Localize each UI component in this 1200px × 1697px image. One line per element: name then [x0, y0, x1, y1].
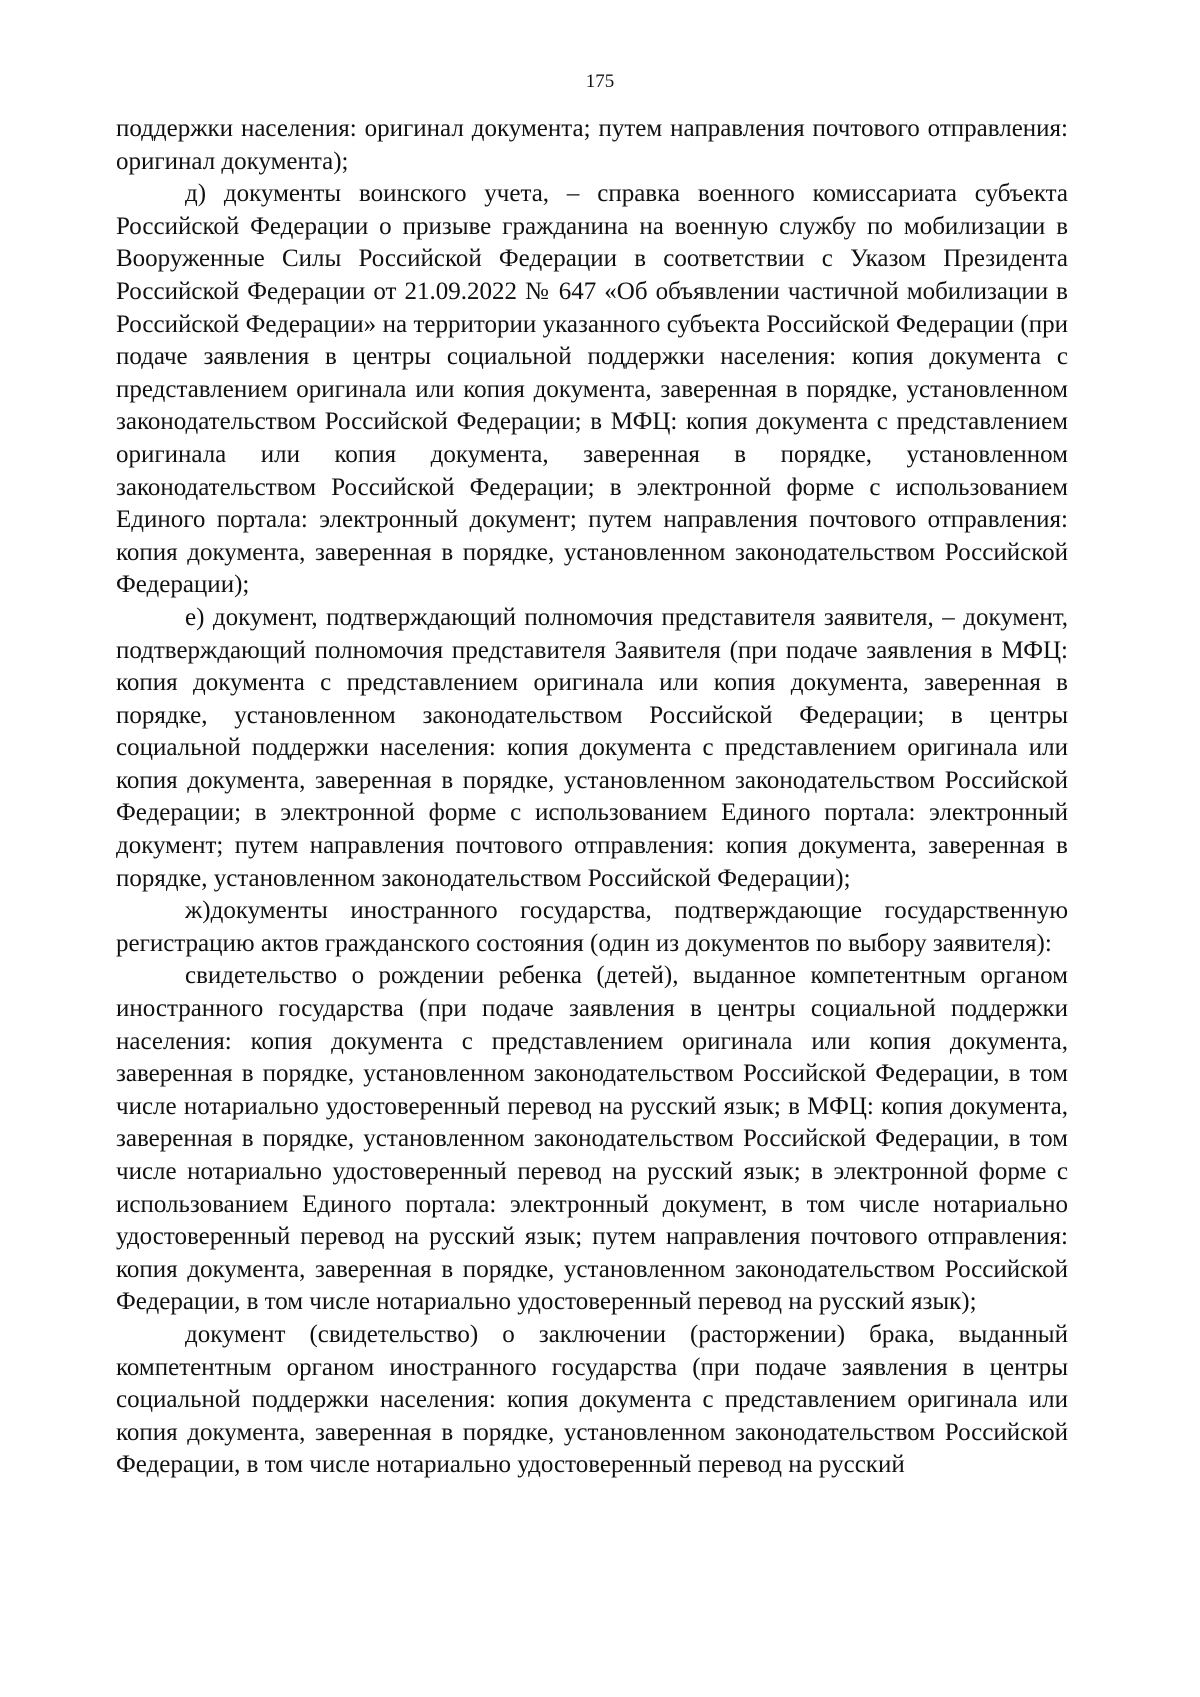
paragraph-item-d: д) документы воинского учета, – справка военного комиссариата субъекта Российской Федерации о призыве гражданина на военную службу по мобилизации в Вооруженные Силы Российской Федерации в соответствии с Указом Президента Российской Федерации от 21.09.2022 № 647 «Об объявлении частичной мобилизации в Российской Федерации» на территории указанного субъекта Российской Федерации (при подаче заявления в центры социальной поддержки населения: копия документа с представлением оригинала или копия документа, заверенная в порядке, установленном законодательством Российской Федерации; в МФЦ: копия документа с представлением оригинала или копия документа, заверенная в порядке, установленном законодательством Российской Федерации; в электронной форме с использованием Единого портала: электронный документ; путем направления почтового отправления: копия документа, заверенная в порядке, установленном законодательством Российской Федерации);	[116, 180, 1068, 599]
paragraph-continuation: поддержки населения: оригинал документа; путем направления почтового отправления: оригинал документа);	[116, 115, 1068, 175]
page-number: 175	[585, 71, 615, 92]
paragraph-item-e: е) документ, подтверждающий полномочия представителя заявителя, – документ, подтверждающий полномочия представителя Заявителя (при подаче заявления в МФЦ: копия документа с представлением оригинала или копия документа, заверенная в порядке, установленном законодательством Российской Федерации; в центры социальной поддержки населения: копия документа с представлением оригинала или копия документа, заверенная в порядке, установленном законодательством Российской Федерации; в электронной форме с использованием Единого портала: электронный документ; путем направления почтового отправления: копия документа, заверенная в порядке, установленном законодательством Российской Федерации);	[116, 603, 1068, 892]
paragraph-birth-certificate: свидетельство о рождении ребенка (детей), выданное компетентным органом иностранного государства (при подаче заявления в центры социальной поддержки населения: копия документа с представлением оригинала или копия документа, заверенная в порядке, установленном законодательством Российской Федерации, в том числе нотариально удостоверенный перевод на русский язык; в МФЦ: копия документа, заверенная в порядке, установленном законодательством Российской Федерации, в том числе нотариально удостоверенный перевод на русский язык; в электронной форме с использованием Единого портала: электронный документ, в том числе нотариально удостоверенный перевод на русский язык; путем направления почтового отправления: копия документа, заверенная в порядке, установленном законодательством Российской Федерации, в том числе нотариально удостоверенный перевод на русский язык);	[116, 962, 1068, 1316]
paragraph-item-zh: ж)документы иностранного государства, подтверждающие государственную регистрацию актов гражданского состояния (один из документов по выбору заявителя):	[116, 897, 1068, 957]
document-body	[116, 113, 1068, 1482]
paragraph-marriage-certificate: документ (свидетельство) о заключении (расторжении) брака, выданный компетентным органом иностранного государства (при подаче заявления в центры социальной поддержки населения: копия документа с представлением оригинала или копия документа, заверенная в порядке, установленном законодательством Российской Федерации, в том числе нотариально удостоверенный перевод на русский	[116, 1320, 1068, 1479]
